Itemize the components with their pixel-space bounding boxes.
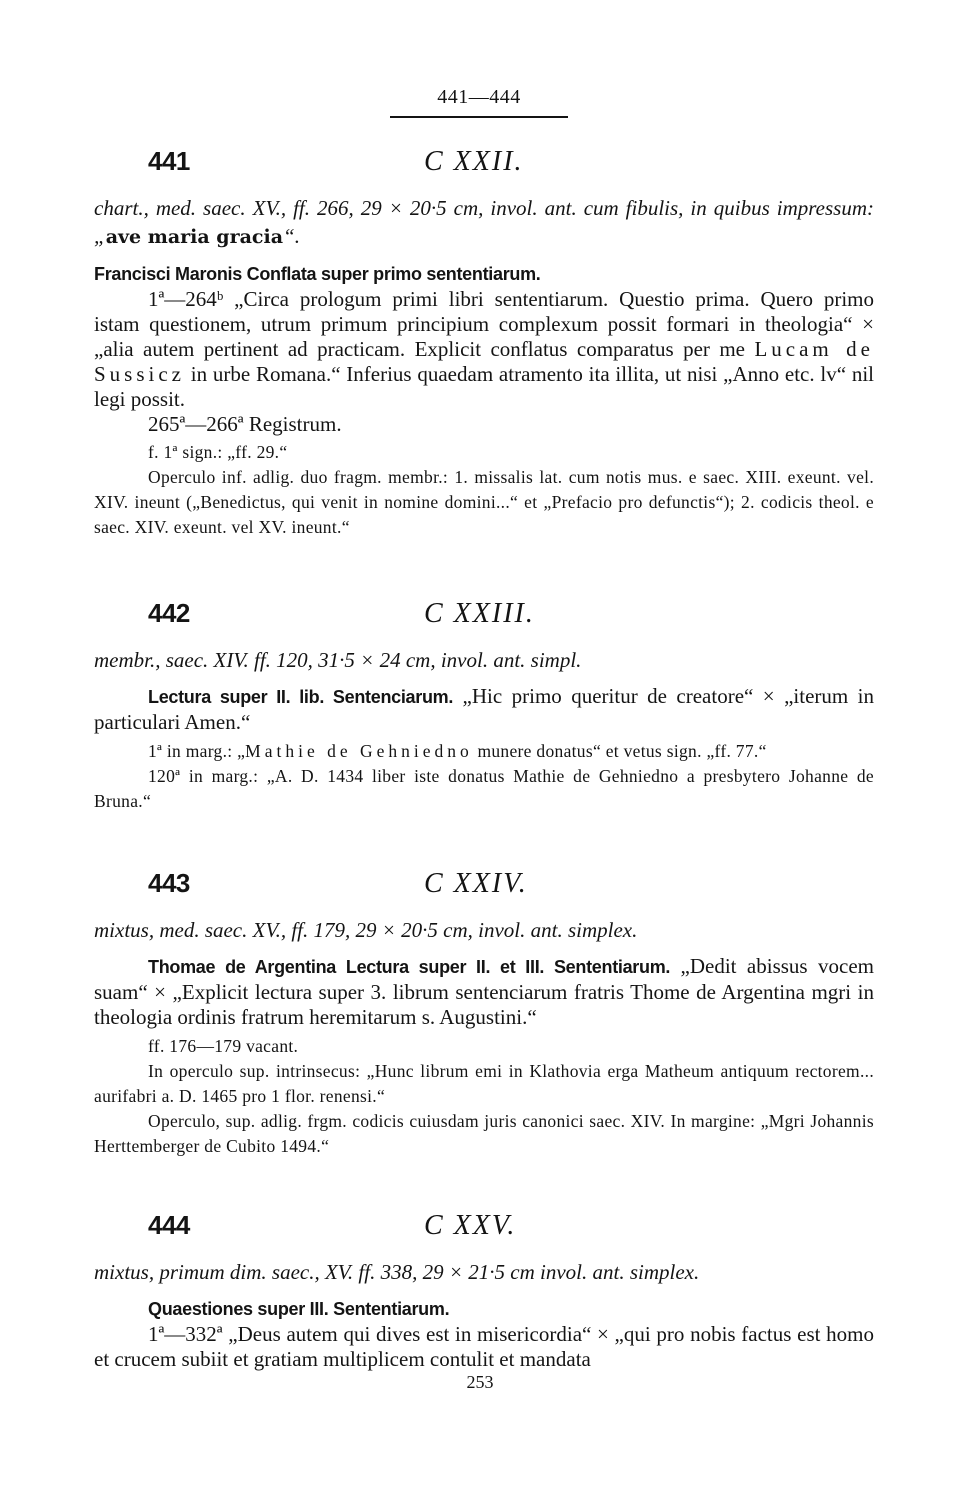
entry-header xyxy=(94,598,874,642)
running-head: 441—444 xyxy=(437,86,521,108)
entry-number: 444 xyxy=(148,1210,190,1240)
note: ff. 176—179 vacant. xyxy=(148,1036,299,1056)
note xyxy=(94,739,874,764)
entry-number: 442 xyxy=(148,598,190,628)
note-text-end: munere donatus“ et vetus sign. „ff. 77.“ xyxy=(472,741,767,761)
physical-text: chart., med. saec. XV., ff. 266, 29 × 20·5 cm, invol. ant. cum fibulis, in quibus impressum: „ xyxy=(94,196,874,248)
note: Operculo inf. adlig. duo fragm. membr.: 1. missalis lat. cum notis mus. e saec. XIII. exeunt. vel. XIV. ineunt („Benedictus, qui venit in nomine domini...“ et „Prefacio pro defunctis“); 2. codicis theol. e saec. XIV. exeunt. vel XV. ineunt.“ xyxy=(94,467,874,537)
physical-description: mixtus, primum dim. saec., XV. ff. 338, 29 × 21·5 cm invol. ant. simplex. xyxy=(94,1260,700,1284)
shelfmark: C XXIV. xyxy=(424,868,528,899)
entry-number: 441 xyxy=(148,146,190,176)
note: f. 1ª sign.: „ff. 29.“ xyxy=(148,442,288,462)
incipit-text: „Dedit abissus vocem suam“ × „Explicit lectura super 3. librum sentenciarum fratris Thome de Argentina mgri in theologia ordinis fratrum heremitarum s. Augustini.“ xyxy=(94,954,874,1029)
note: In operculo sup. intrinsecus: „Hunc librum emi in Klathovia erga Matheum antiquum rectorem... aurifabri a. D. 1465 pro 1 flor. renensi.“ xyxy=(94,1061,874,1106)
contents-line: 265ª—266ª Registrum. xyxy=(148,412,342,436)
entry-header xyxy=(94,868,874,912)
colophon-text: in urbe Romana.“ Inferius quaedam atramento ita illita, ut nisi „Anno etc. lv“ nil legi possit. xyxy=(94,362,874,411)
work-title: Quaestiones super III. Sententiarum. xyxy=(148,1299,450,1319)
work-title-line xyxy=(94,1296,874,1322)
work-title: Lectura super II. lib. Sentenciarum. xyxy=(148,687,454,707)
physical-description: membr., saec. XIV. ff. 120, 31·5 × 24 cm, invol. ant. simpl. xyxy=(94,648,582,672)
entry-header xyxy=(94,146,874,190)
scribe-name: Lucam de Sussicz xyxy=(94,337,874,386)
work-title: Francisci Maronis Conflata super primo sententiarum. xyxy=(94,264,541,284)
note-text: 1ª in marg.: „ xyxy=(148,741,246,761)
incipit-text: „Hic primo queritur de creatore“ × „iterum in particulari Amen.“ xyxy=(94,684,874,734)
work-title-line xyxy=(94,954,874,1030)
physical-description xyxy=(94,194,874,251)
entry-header xyxy=(94,1210,874,1254)
entry-442 xyxy=(94,598,874,814)
work-title: Thomae de Argentina Lectura super II. et III. Sententiarum. xyxy=(148,957,671,977)
blackletter-inscription: ave maria gracia xyxy=(105,226,284,248)
physical-description: mixtus, med. saec. XV., ff. 179, 29 × 20·5 cm, invol. ant. simplex. xyxy=(94,918,638,942)
note: Operculo, sup. adlig. frgm. codicis cuiusdam juris canonici saec. XIV. In margine: „Mgri Johannis Herttemberger de Cubito 1494.“ xyxy=(94,1111,874,1156)
work-title-line xyxy=(94,684,874,735)
incipit-explicit: 1ª—332ª „Deus autem qui dives est in misericordia“ × „qui pro nobis factus est homo et crucem subiit et gratiam multiplicem contulit et mandata xyxy=(94,1322,874,1371)
running-head-rule xyxy=(390,116,568,118)
note: 120ª in marg.: „A. D. 1434 liber iste donatus Mathie de Gehniedno a presbytero Johanne de Bruna.“ xyxy=(94,766,874,811)
incipit-text: 1ª—264ᵇ „Circa prologum primi libri sententiarum. Questio prima. Quero primo istam questionem, utrum primum principium complexum possit formari in theologia“ × „alia autem pertinent ad practicam. Explicit conflatus comparatus per me xyxy=(94,287,874,361)
owner-name: Mathie de Gehniedno xyxy=(245,741,473,761)
shelfmark: C XXII. xyxy=(424,146,524,177)
entry-443 xyxy=(94,868,874,1159)
entry-number: 443 xyxy=(148,868,190,898)
incipit-explicit xyxy=(94,287,874,412)
work-title-line xyxy=(94,261,874,287)
shelfmark: C XXV. xyxy=(424,1210,517,1241)
entry-441 xyxy=(94,146,874,540)
entry-444 xyxy=(94,1210,874,1372)
page-number: 253 xyxy=(466,1372,494,1392)
shelfmark: C XXIII. xyxy=(424,598,535,629)
physical-text-end: “. xyxy=(283,224,300,248)
